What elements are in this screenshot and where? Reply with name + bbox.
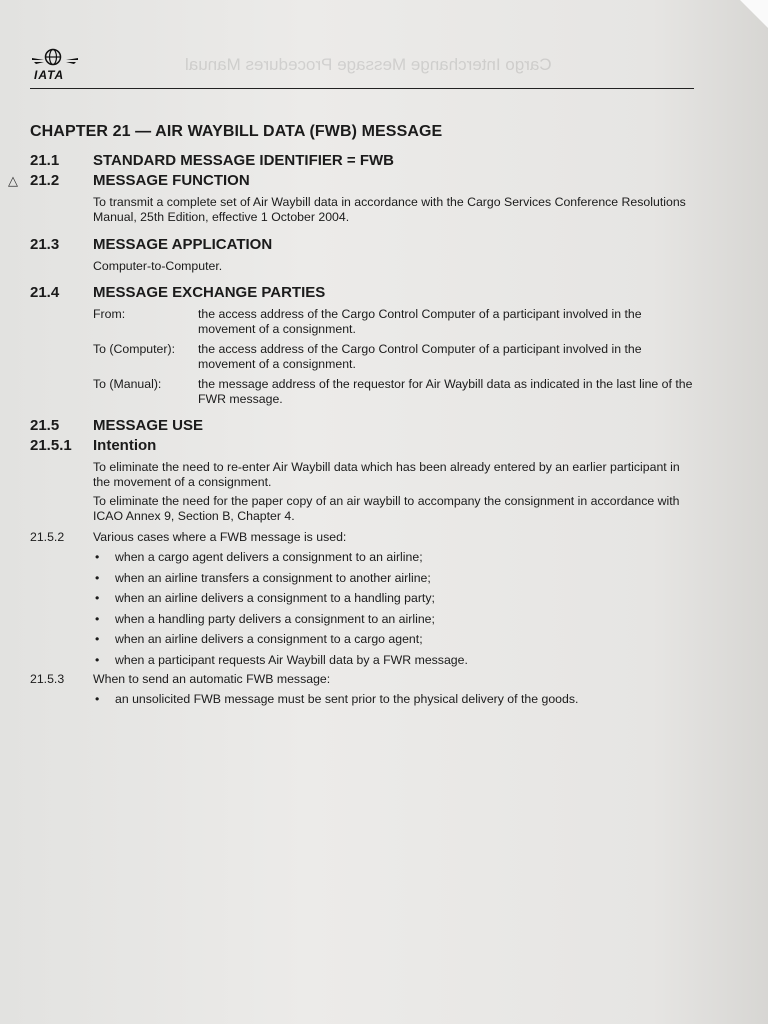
party-label-to-computer: To (Computer): (93, 342, 176, 356)
party-desc-from: the access address of the Cargo Control Computer of a participant involved in the movement of a consignment. (198, 307, 642, 336)
header-rule (30, 88, 694, 89)
page-corner-fold (740, 0, 768, 28)
list-item (93, 571, 695, 592)
list-item (93, 550, 695, 571)
section-21-3-text: Computer-to-Computer. (93, 259, 223, 273)
wings-icon (30, 56, 80, 66)
logo-wordmark: IATA (34, 68, 65, 82)
section-number: 21.2 (30, 172, 60, 189)
party-desc-to-computer: the access address of the Cargo Control Computer of a participant involved in the movement of a consignment. (198, 342, 642, 371)
section-21-5-2-number: 21.5.2 (30, 530, 65, 544)
section-title: MESSAGE USE (93, 417, 204, 434)
bullet-icon: • (95, 652, 100, 667)
section-title: MESSAGE FUNCTION (93, 172, 250, 189)
bullet-icon: • (95, 570, 100, 585)
party-label-from: From: (93, 307, 126, 321)
list-item-text: when a handling party delivers a consignment to an airline; (115, 611, 435, 626)
section-21-5-3-number: 21.5.3 (30, 672, 65, 686)
iata-logo (30, 48, 80, 84)
intention-paragraph-2: To eliminate the need for the paper copy of an air waybill to accompany the consignment in accordance with ICAO Annex 9, Section B, Chapter 4. (93, 494, 680, 523)
section-21-5-2-intro: Various cases where a FWB message is used: (93, 530, 347, 544)
section-title: MESSAGE APPLICATION (93, 236, 273, 253)
bullet-icon: • (95, 692, 100, 706)
section-title: STANDARD MESSAGE IDENTIFIER = FWB (93, 152, 394, 169)
chapter-title: CHAPTER 21 — AIR WAYBILL DATA (FWB) MESSAGE (30, 123, 443, 140)
list-item-text: when an airline delivers a consignment to a handling party; (115, 591, 435, 605)
list-item-text: when an airline delivers a consignment to a cargo agent; (115, 632, 423, 646)
list-item-text: when a participant requests Air Waybill data by a FWR message. (115, 652, 468, 667)
bullet-icon: • (95, 632, 100, 646)
list-item-text: when a cargo agent delivers a consignment to an airline; (115, 550, 423, 564)
section-number: 21.3 (30, 236, 60, 253)
list-item-text: an unsolicited FWB message must be sent prior to the physical delivery of the goods. (115, 692, 579, 706)
list-item (93, 591, 695, 612)
list-item (93, 612, 695, 633)
section-title: MESSAGE EXCHANGE PARTIES (93, 284, 326, 301)
automatic-fwb-list (93, 692, 695, 713)
section-number: 21.4 (30, 284, 60, 301)
list-item (93, 692, 695, 713)
section-21-2-text: To transmit a complete set of Air Waybill data in accordance with the Cargo Services Conference Resolutions Manual, 25th Edition, effective 1 October 2004. (93, 195, 686, 224)
section-title: Intention (93, 437, 157, 454)
section-number: 21.1 (30, 152, 60, 169)
change-marker-icon: △ (8, 173, 18, 188)
list-item (93, 653, 695, 674)
party-label-to-manual: To (Manual): (93, 377, 162, 391)
bullet-icon: • (95, 550, 100, 564)
list-item (93, 632, 695, 653)
party-desc-to-manual: the message address of the requestor for Air Waybill data as indicated in the last line of the FWR message. (198, 377, 693, 406)
bleed-through-header: Cargo Interchange Message Procedures Manual (185, 55, 552, 74)
bullet-icon: • (95, 591, 100, 605)
section-number: 21.5.1 (30, 437, 72, 454)
section-number: 21.5 (30, 417, 60, 434)
list-item-text: when an airline transfers a consignment to another airline; (115, 570, 431, 585)
fwb-use-cases-list (93, 550, 695, 673)
bullet-icon: • (95, 611, 100, 626)
intention-paragraph-1: To eliminate the need to re-enter Air Waybill data which has been already entered by an earlier participant in the movement of a consignment. (93, 460, 680, 489)
section-21-5-3-intro: When to send an automatic FWB message: (93, 672, 331, 686)
